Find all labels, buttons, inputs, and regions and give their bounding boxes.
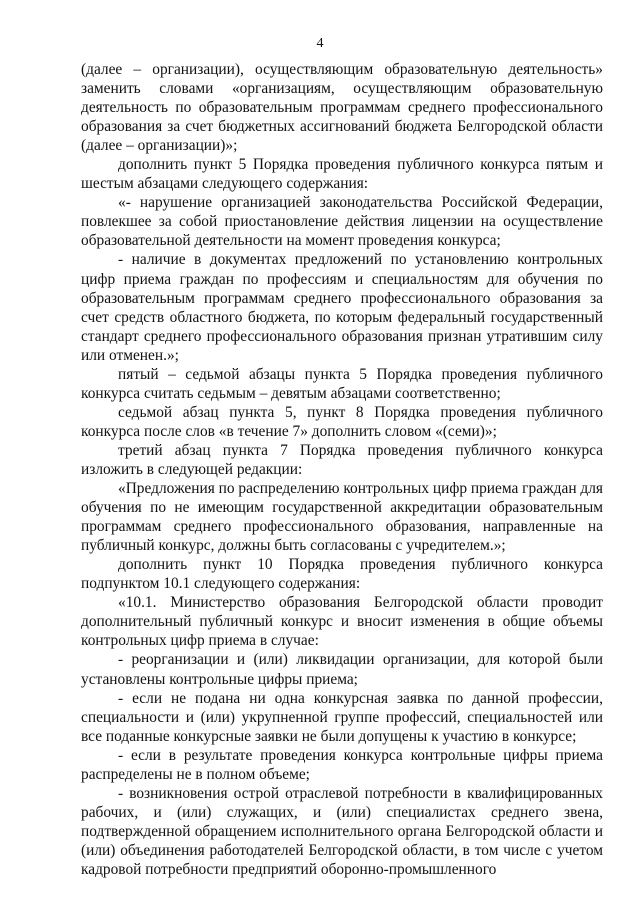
paragraph: «- нарушение организацией законодательства Российской Федерации, повлекшее за собой приостановление действия лицензии на осуществление образовательной деятельности на момент проведения конкурса;: [81, 194, 603, 250]
paragraph: (далее – организации), осуществляющим образовательную деятельность» заменить словами «организациям, осуществляющим образовательную деятельность по образовательным программам среднего профессионального образования за счет бюджетных ассигнований бюджета Белгородской области (далее – организации)»;: [81, 61, 603, 155]
paragraph: - наличие в документах предложений по установлению контрольных цифр приема граждан по профессиям и специальностям для обучения по образовательным программам среднего профессионального образования за счет средств областного бюджета, по которым федеральный государственный стандарт среднего профессионального образования признан утратившим силу или отменен.»;: [81, 251, 603, 364]
paragraph: дополнить пункт 10 Порядка проведения публичного конкурса подпунктом 10.1 следующего содержания:: [81, 556, 603, 593]
paragraph: - если в результате проведения конкурса контрольные цифры приема распределены не в полном объеме;: [81, 746, 603, 783]
paragraph: «Предложения по распределению контрольных цифр приема граждан для обучения по не имеющим государственной аккредитации образовательным программам среднего профессионального образования, направленные на публичный конкурс, должны быть согласованы с учредителем.»;: [81, 480, 603, 555]
paragraph: дополнить пункт 5 Порядка проведения публичного конкурса пятым и шестым абзацами следующего содержания:: [81, 156, 603, 193]
paragraph: - возникновения острой отраслевой потребности в квалифицированных рабочих, и (или) служащих, и (или) специалистах среднего звена, подтвержденной обращением исполнительного органа Белгородской области и (или) объединения работодателей Белгородской области, в том числе с учетом кадровой потребности предприятий оборонно-промышленного: [81, 784, 603, 878]
page-number: 4: [316, 36, 324, 51]
document-body: [81, 60, 603, 879]
paragraph: пятый – седьмой абзацы пункта 5 Порядка проведения публичного конкурса считать седьмым – девятым абзацами соответственно;: [81, 365, 603, 402]
paragraph: «10.1. Министерство образования Белгородской области проводит дополнительный публичный конкурс и вносит изменения в общие объемы контрольных цифр приема в случае:: [81, 594, 603, 650]
paragraph: седьмой абзац пункта 5, пункт 8 Порядка проведения публичного конкурса после слов «в течение 7» дополнить словом «(семи)»;: [81, 403, 603, 440]
paragraph: - реорганизации и (или) ликвидации организации, для которой были установлены контрольные цифры приема;: [81, 651, 603, 688]
paragraph: - если не подана ни одна конкурсная заявка по данной профессии, специальности и (или) укрупненной группе профессий, специальностей или все поданные конкурсные заявки не были допущены к участию в конкурсе;: [81, 689, 603, 745]
paragraph: третий абзац пункта 7 Порядка проведения публичного конкурса изложить в следующей редакции:: [81, 441, 603, 478]
